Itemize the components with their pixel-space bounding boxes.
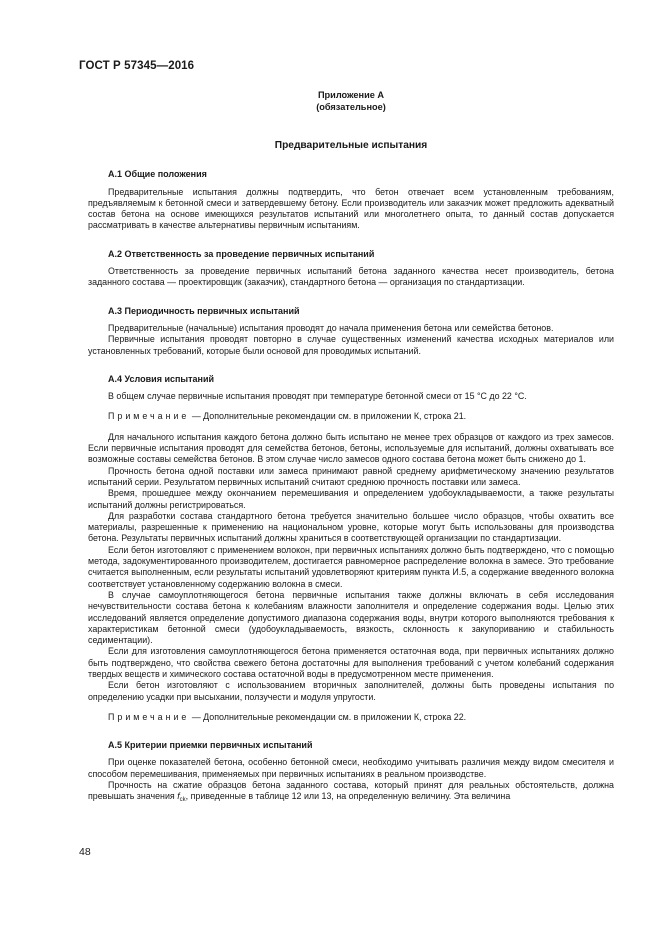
paragraph: В общем случае первичные испытания проводят при температуре бетонной смеси от 15 °С до 22 °С.: [108, 391, 527, 402]
note-text: — Дополнительные рекомендации см. в приложении К, строка 22.: [189, 711, 467, 722]
text-run: , приведенные в таблице 12 или 13, на определенную величину. Эта величина: [185, 791, 511, 802]
note-text: — Дополнительные рекомендации см. в приложении К, строка 21.: [189, 411, 467, 422]
paragraph: Ответственность за проведение первичных испытаний бетона заданного качества несет производитель, бетона заданного состава — проектировщик (заказчик), стандартного бетона — организация по стандартизации.: [88, 266, 614, 288]
section-heading-a1: А.1 Общие положения: [108, 169, 207, 180]
appendix-status: (обязательное): [316, 101, 386, 112]
section-heading-a4: А.4 Условия испытаний: [108, 373, 215, 384]
paragraph: Если для изготовления самоуплотняющегося бетона применяется остаточная вода, при первичных испытаниях должно быть подтверждено, что свойства свежего бетона достаточны для выполнения требований с учетом колебаний содержания твердых веществ и химического состава остаточной воды в предусмотренном месте применения.: [88, 646, 614, 679]
symbol: f: [177, 791, 180, 802]
paragraph: Для разработки состава стандартного бетона требуется значительно большее число образцов, чтобы охватить все материалы, разрешенные к применению на национальном уровне, которые могут быть использованы для производства бетона. Результаты первичных испытаний должны храниться в соответствующей организации по стандартизации.: [88, 510, 614, 544]
text-run: Прочность на сжатие образцов бетона заданного состава, который принят для реальных обстоятельств, должна превышать значения: [88, 780, 614, 802]
page-number: 48: [79, 846, 91, 858]
paragraph: Если бетон изготовляют с использованием вторичных заполнителей, должны быть проведены испытания по определению усадки при высыхании, ползучести и модуля упругости.: [88, 680, 614, 702]
note: [88, 411, 614, 422]
paragraph: Для начального испытания каждого бетона должно быть испытано не менее трех образцов от каждого из трех замесов. Если первичные испытания проводят для семейства бетонов, бетоны, используемые для испытаний, должны охватывать все возможные составы семейства бетонов. В этом случае число замесов одного состава бетона может быть снижено до 1.: [88, 431, 614, 465]
page-content: [88, 90, 614, 807]
paragraph: [88, 780, 614, 807]
paragraph: Предварительные (начальные) испытания проводят до начала применения бетона или семейства бетонов.: [108, 322, 554, 333]
note-label: Примечание: [108, 411, 190, 422]
paragraph: Первичные испытания проводят повторно в случае существенных изменений качества исходных материалов или установленных требований, которые были основой для проводимых испытаний.: [88, 334, 614, 356]
standard-header: ГОСТ Р 57345—2016: [79, 60, 195, 72]
paragraph: При оценке показателей бетона, особенно бетонной смеси, необходимо учитывать различия между видом смесителя и способом перемешивания, применяемых при первичных испытаниях в реальном производстве.: [88, 757, 614, 779]
paragraph: Если бетон изготовляют с применением волокон, при первичных испытаниях должно быть подтверждено, что с помощью метода, задокументированного производителем, достигается равномерное распределение волокна в замесе. Это требование считается выполненным, если результаты испытаний удовлетворяют критериям пункта И.5, а содержание введенного волокна соответствует установленному содержанию волокна в смеси.: [88, 544, 614, 589]
note: [88, 712, 614, 723]
note-label: Примечание: [108, 711, 190, 722]
appendix-title: Приложение А: [317, 90, 385, 100]
main-title: Предварительные испытания: [274, 140, 428, 151]
section-heading-a2: А.2 Ответственность за проведение первичных испытаний: [108, 248, 375, 259]
section-heading-a3: А.3 Периодичность первичных испытаний: [108, 305, 300, 316]
paragraph: Предварительные испытания должны подтвердить, что бетон отвечает всем установленным требованиям, предъявляемым к бетонной смеси и затвердевшему бетону. Если производитель или заказчик может предложить адекватный состав бетона на основе имеющихся результатов испытаний или многолетнего опыта, то данный состав допускается рассматривать в качестве альтернативы первичным испытаниям.: [88, 186, 614, 231]
subscript: ck: [179, 797, 186, 804]
section-heading-a5: А.5 Критерии приемки первичных испытаний: [108, 740, 313, 751]
paragraph: В случае самоуплотняющегося бетона первичные испытания также должны включать в себя исследования нечувствительности состава бетона к колебаниям влажности заполнителя и определение содержания воды. Целью этих исследований является определение допустимого диапазона содержания воды, внутри которого выполняются требования к характеристикам бетонной смеси (удобоукладываемость, вязкость, склонность к закупориванию и стабильность седиментации).: [88, 589, 614, 646]
paragraph: Прочность бетона одной поставки или замеса принимают равной среднему арифметическому значению результатов испытаний серии. Результатом первичных испытаний считают среднюю прочность поставки или замеса.: [88, 465, 614, 487]
paragraph: Время, прошедшее между окончанием перемешивания и определением удобоукладываемости, а также результаты испытаний должны регистрироваться.: [88, 488, 614, 510]
